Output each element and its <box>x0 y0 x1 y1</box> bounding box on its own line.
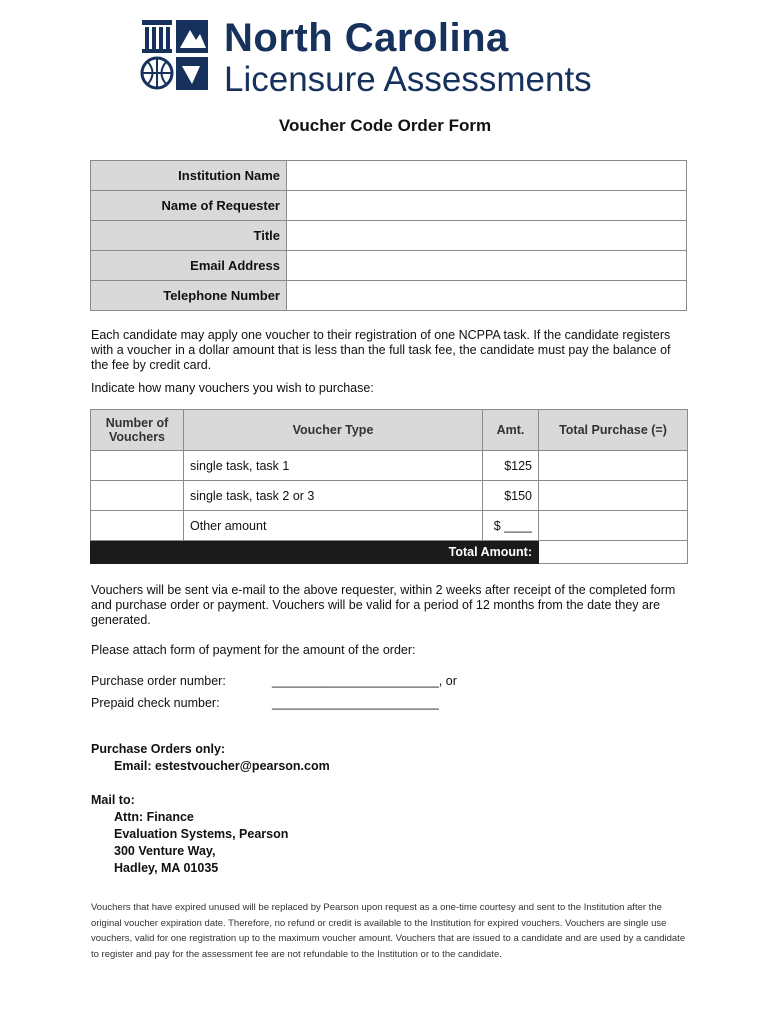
form-title: Voucher Code Order Form <box>278 116 492 135</box>
total-amount-label: Total Amount: <box>91 541 539 564</box>
attach-note: Please attach form of payment for the amount of the order: <box>91 643 416 657</box>
logo-line-2: Licensure Assessments <box>224 60 592 99</box>
input-total-task23[interactable] <box>539 481 688 511</box>
input-number-task23[interactable] <box>91 481 184 511</box>
requester-info-table <box>90 160 687 311</box>
po-email: Email: estestvoucher@pearson.com <box>114 759 330 773</box>
input-number-task1[interactable] <box>91 451 184 481</box>
label-email-address: Email Address <box>91 251 287 281</box>
voucher-type-cell: single task, task 1 <box>184 451 483 481</box>
voucher-type-cell: single task, task 2 or 3 <box>184 481 483 511</box>
header-amt: Amt. <box>483 410 539 451</box>
voucher-amt-cell: $125 <box>483 451 539 481</box>
voucher-table <box>90 409 688 564</box>
nc-logo <box>140 16 640 99</box>
input-total-task1[interactable] <box>539 451 688 481</box>
voucher-type-cell: Other amount <box>184 511 483 541</box>
label-institution-name: Institution Name <box>91 161 287 191</box>
label-title: Title <box>91 221 287 251</box>
input-total-amount[interactable] <box>539 541 688 564</box>
logo-line-1: North Carolina <box>224 16 509 60</box>
fine-print: Vouchers that have expired unused will be replaced by Pearson upon request as a one-time courtesy and sent to the Institution after the original voucher expiration date. Therefore, no refund or credit is available to the Institution for expired vouchers. Vouchers are single use vouchers, valid for one registration up to the maximum voucher amount. Vouchers that are issued to a candidate and are used by a candidate to register and pay for the assessment fee are not refundable to the Institution or to the candidate. <box>91 902 686 960</box>
mail-title: Mail to: <box>91 793 135 807</box>
input-title[interactable] <box>287 221 687 251</box>
check-label: Prepaid check number: <box>91 696 220 710</box>
intro-paragraph: Each candidate may apply one voucher to their registration of one NCPPA task. If the candidate registers with a voucher in a dollar amount that is less than the full task fee, the candidate must pay the balance of the fee by credit card. <box>91 328 671 372</box>
mail-line: Attn: Finance <box>114 810 194 824</box>
header-total-purchase: Total Purchase (=) <box>539 410 688 451</box>
label-telephone-number: Telephone Number <box>91 281 287 311</box>
input-name-of-requester[interactable] <box>287 191 687 221</box>
input-institution-name[interactable] <box>287 161 687 191</box>
delivery-note: Vouchers will be sent via e-mail to the above requester, within 2 weeks after receipt of the completed form and purchase order or payment. Vouchers will be valid for a period of 12 months from the date they are generated. <box>91 583 676 627</box>
header-voucher-type: Voucher Type <box>184 410 483 451</box>
input-total-other[interactable] <box>539 511 688 541</box>
indicate-text: Indicate how many vouchers you wish to purchase: <box>91 381 374 395</box>
nc-emblem-icon <box>140 16 212 92</box>
voucher-row <box>91 451 688 481</box>
voucher-row <box>91 481 688 511</box>
header-number-of-vouchers: Number of Vouchers <box>91 410 184 451</box>
po-number-field[interactable]: ________________________, or <box>272 674 457 688</box>
check-number-field[interactable]: ________________________ <box>272 696 439 710</box>
input-telephone-number[interactable] <box>287 281 687 311</box>
voucher-amt-cell: $150 <box>483 481 539 511</box>
mail-line: Evaluation Systems, Pearson <box>114 827 289 841</box>
po-only-title: Purchase Orders only: <box>91 742 226 756</box>
input-number-other[interactable] <box>91 511 184 541</box>
mail-line: 300 Venture Way, <box>114 844 216 858</box>
po-label: Purchase order number: <box>91 674 226 688</box>
mail-line: Hadley, MA 01035 <box>114 861 219 875</box>
voucher-amt-cell: $ ____ <box>483 511 539 541</box>
input-email-address[interactable] <box>287 251 687 281</box>
label-name-of-requester: Name of Requester <box>91 191 287 221</box>
voucher-row <box>91 511 688 541</box>
